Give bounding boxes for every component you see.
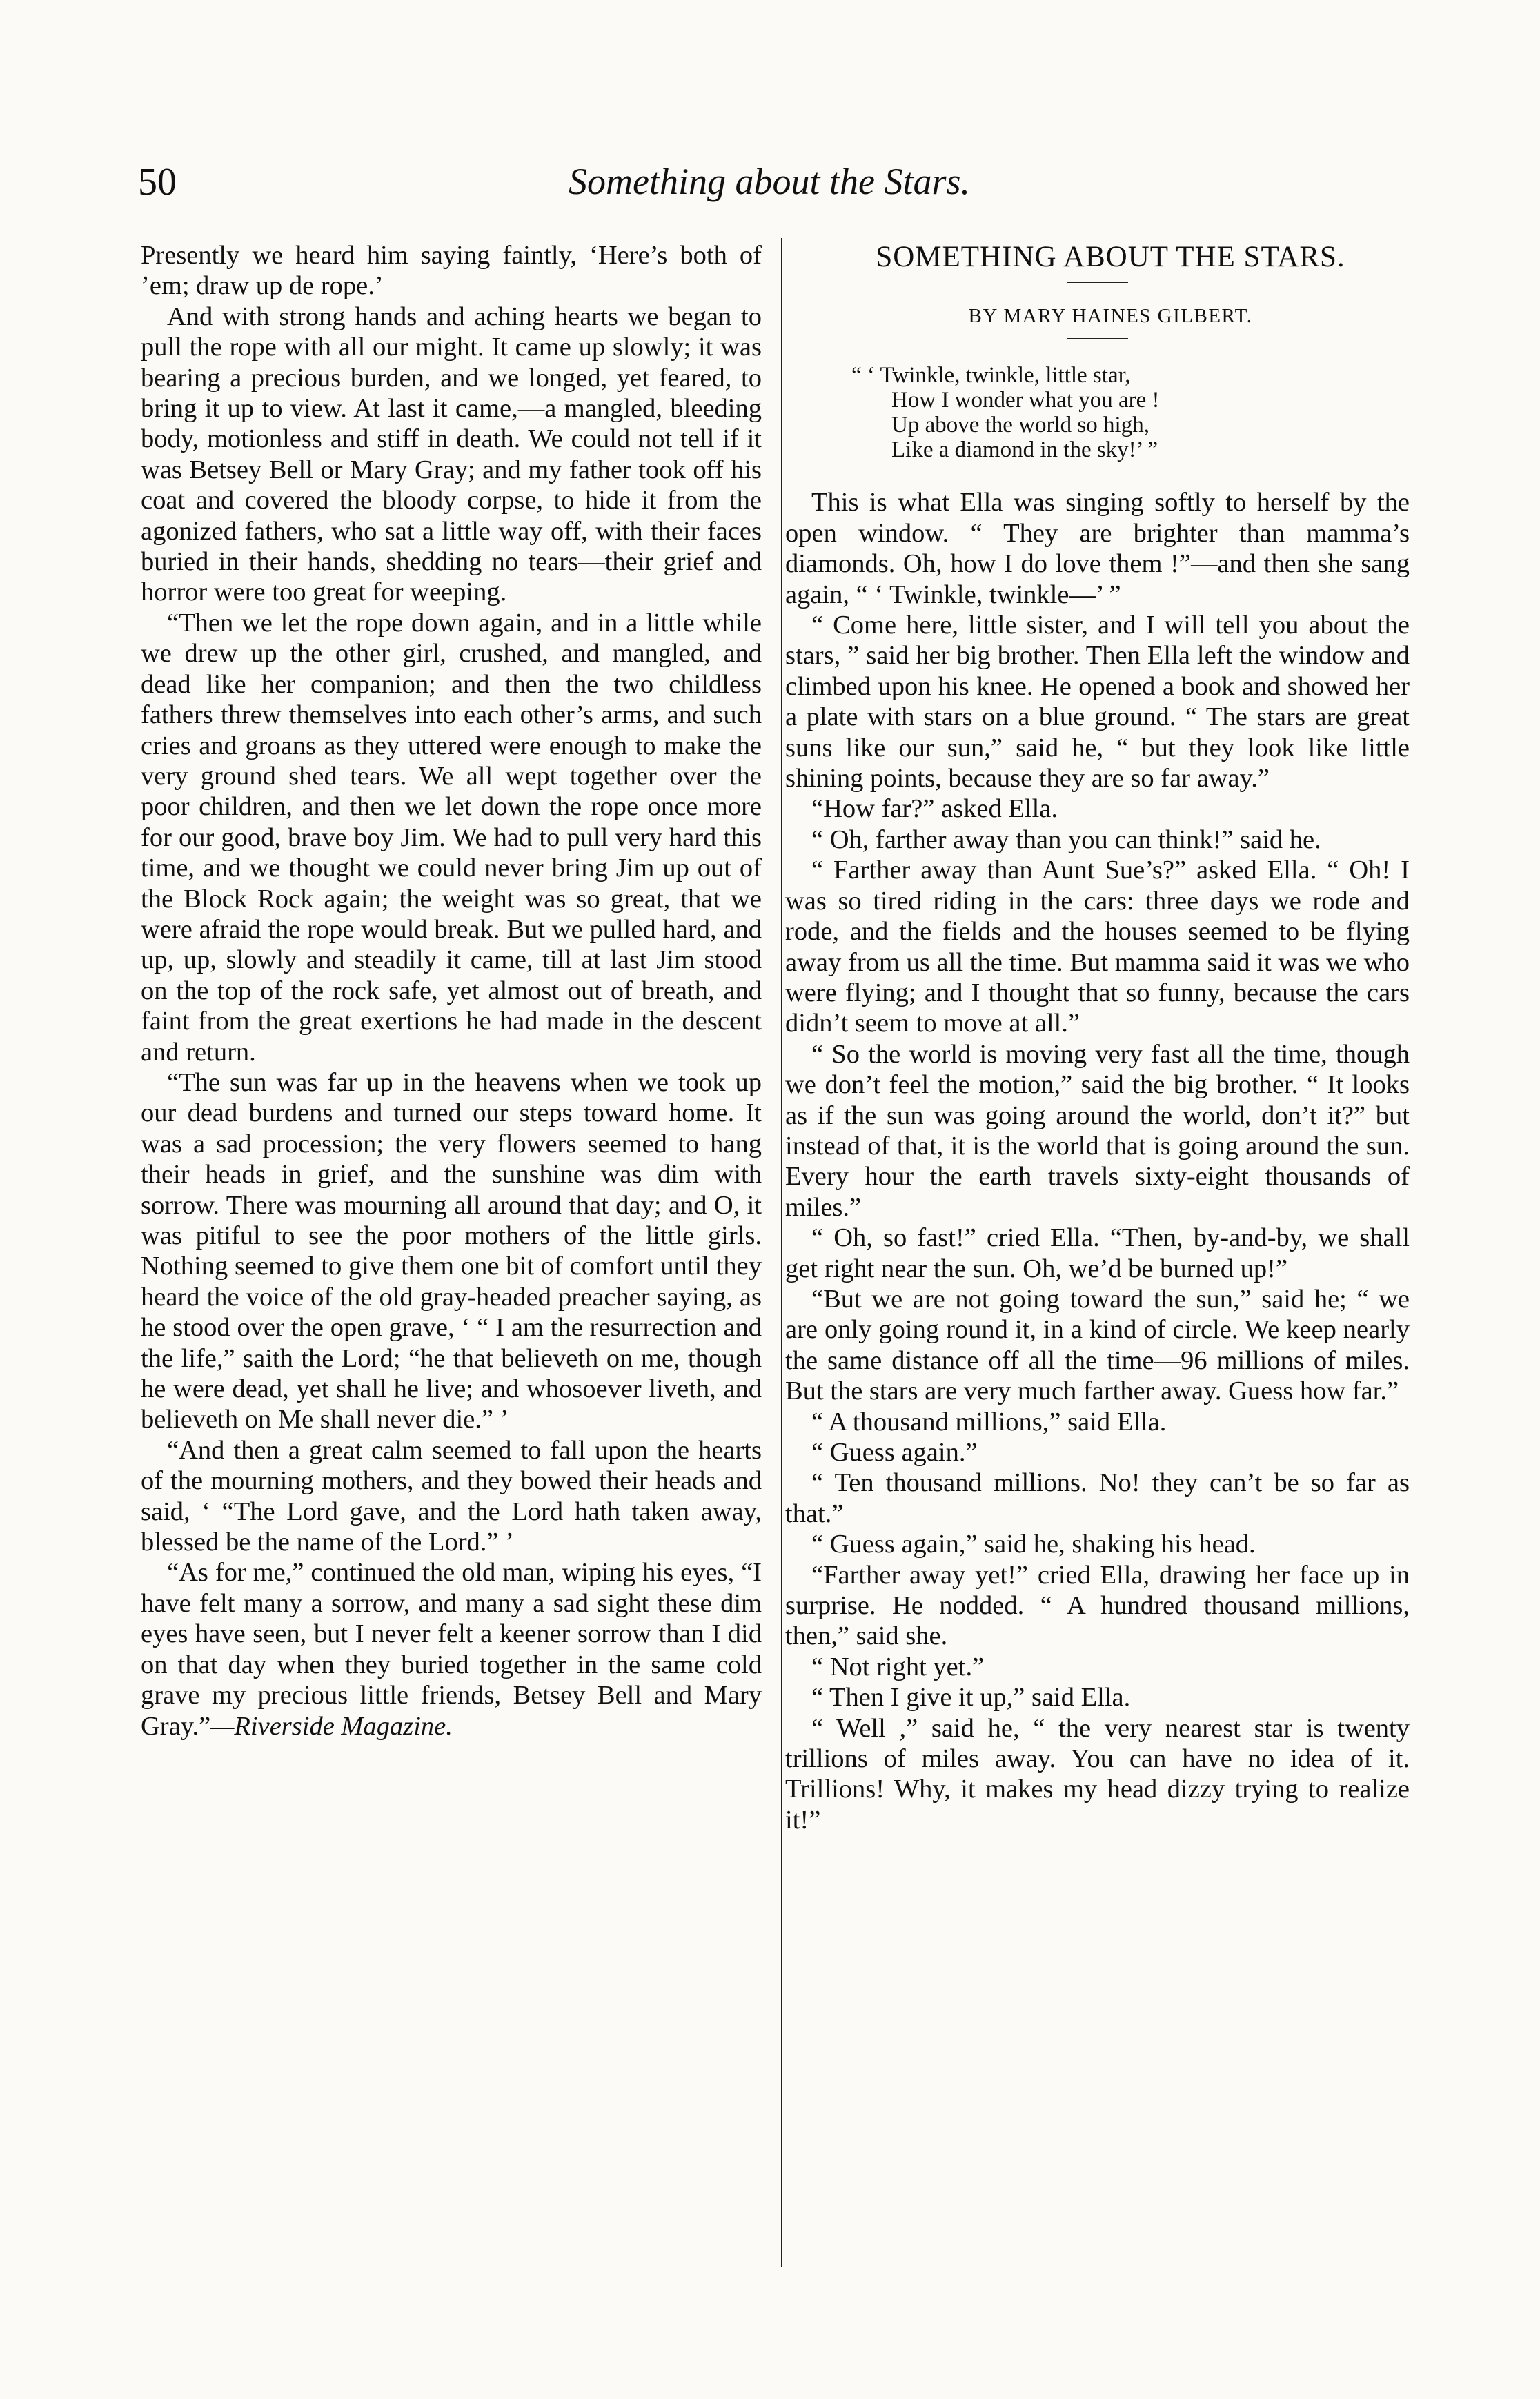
byline: BY MARY HAINES GILBERT. bbox=[968, 305, 1253, 327]
right-paragraph-3: “How far?” asked Ella. bbox=[811, 794, 1058, 824]
epigraph-poem bbox=[851, 363, 1410, 462]
poem-line-1: “ ‘ Twinkle, twinkle, little star, bbox=[851, 363, 1131, 388]
right-paragraph-10: “ Guess again.” bbox=[811, 1438, 978, 1467]
byline-rule bbox=[1067, 338, 1128, 339]
right-paragraph-12: “ Guess again,” said he, shaking his head. bbox=[811, 1530, 1256, 1559]
left-paragraph-2: And with strong hands and aching hearts we began to pull the rope with all our might. It came up slowly; it was bearing a precious burden, and we longed, yet feared, to bring it up to view. At last it came,—a mangled, bleeding body, motionless and stiff in death. We could not tell if it was Betsey Bell or Mary Gray; and my father took off his coat and covered the bloody corpse, to hide it from the agonized fathers, who sat a little way off, with their faces buried in their hands, shedding no tears—their grief and horror were too great for weeping. bbox=[141, 302, 762, 607]
right-paragraph-6: “ So the world is moving very fast all the time, though we don’t feel the motion,” said the big brother. “ It looks as if the sun was going around the world, don’t it?” but instead of that, it is the world that is going around the sun. Every hour the earth travels sixty-eight thousands of miles.” bbox=[785, 1039, 1410, 1222]
running-title: Something about the Stars. bbox=[569, 161, 970, 202]
right-paragraph-11: “ Ten thousand millions. No! they can’t be so far as that.” bbox=[785, 1468, 1410, 1528]
left-paragraph-6 bbox=[141, 1557, 762, 1741]
poem-line-4: Like a diamond in the sky!’ ” bbox=[891, 437, 1158, 463]
right-paragraph-13: “Farther away yet!” cried Ella, drawing her face up in surprise. He nodded. “ A hundred thousand millions, then,” said she. bbox=[785, 1560, 1410, 1651]
right-paragraph-5: “ Farther away than Aunt Sue’s?” asked Ella. “ Oh! I was so tired riding in the cars: three days we rode and rode, and the fields and the houses seemed to be flying away from us all the time. But mamma said it was we who were flying; and I thought that so funny, because the cars didn’t seem to move at all.” bbox=[785, 856, 1410, 1038]
right-paragraph-9: “ A thousand millions,” said Ella. bbox=[811, 1407, 1167, 1437]
left-paragraph-6-text: “As for me,” continued the old man, wiping his eyes, “I have felt many a sorrow, and many a sad sight these dim eyes have seen, but I never felt a keener sorrow than I did on that day when they buried together in the same cold grave my precious little friends, Betsey Bell and Mary Gray.” bbox=[141, 1558, 762, 1741]
source-citation: —Riverside Magazine. bbox=[210, 1711, 453, 1741]
page-number: 50 bbox=[138, 161, 177, 204]
right-column bbox=[785, 240, 1410, 1835]
column-divider bbox=[781, 238, 782, 2267]
right-paragraph-16: “ Well ,” said he, “ the very nearest star is twenty trillions of miles away. You can have no idea of it. Trillions! Why, it makes my head dizzy trying to realize it!” bbox=[785, 1713, 1410, 1835]
right-paragraph-1: This is what Ella was singing softly to herself by the open window. “ They are brighter than mamma’s diamonds. Oh, how I do love them !”—and then she sang again, “ ‘ Twinkle, twinkle—’ ” bbox=[785, 488, 1410, 609]
right-paragraph-4: “ Oh, farther away than you can think!” said he. bbox=[811, 825, 1321, 854]
right-paragraph-2: “ Come here, little sister, and I will tell you about the stars, ” said her big brother. Then Ella left the window and climbed upon his knee. He opened a book and showed her a plate with stars on a blue ground. “ The stars are great suns like our sun,” said he, “ but they look like little shining points, because they are so far away.” bbox=[785, 611, 1410, 793]
left-paragraph-3: “Then we let the rope down again, and in a little while we drew up the other girl, crushed, and mangled, and dead like her companion; and then the two childless fathers threw themselves into each other’s arms, and such cries and groans as they uttered were enough to make the very ground shed tears. We all wept together over the poor children, and then we let down the rope once more for our good, brave boy Jim. We had to pull very hard this time, and we thought we could never bring Jim up out of the Block Rock again; the weight was so great, that we were afraid the rope would break. But we pulled hard, and up, up, slowly and steadily it came, till at last Jim stood on the top of the rock safe, yet almost out of breath, and faint from the great exertions he had made in the descent and return. bbox=[141, 608, 762, 1067]
left-paragraph-1: Presently we heard him saying faintly, ‘Here’s both of ’em; draw up de rope.’ bbox=[141, 241, 762, 301]
right-paragraph-7: “ Oh, so fast!” cried Ella. “Then, by-and-by, we shall get right near the sun. Oh, we’d be burned up!” bbox=[785, 1223, 1410, 1283]
title-rule bbox=[1067, 282, 1128, 283]
poem-line-3: Up above the world so high, bbox=[891, 413, 1149, 438]
article-title: SOMETHING ABOUT THE STARS. bbox=[876, 241, 1345, 273]
right-paragraph-15: “ Then I give it up,” said Ella. bbox=[811, 1683, 1131, 1712]
poem-line-2: How I wonder what you are ! bbox=[891, 388, 1160, 413]
right-paragraph-8: “But we are not going toward the sun,” said he; “ we are only going round it, in a kind of circle. We keep nearly the same distance off all the time—96 millions of miles. But the stars are very much farther away. Guess how far.” bbox=[785, 1284, 1410, 1406]
page-header bbox=[131, 160, 1408, 208]
left-paragraph-4: “The sun was far up in the heavens when we took up our dead burdens and turned our steps toward home. It was a sad procession; the very flowers seemed to hang their heads in grief, and the sunshine was dim with sorrow. There was mourning all around that day; and O, it was pitiful to see the poor mothers of the little girls. Nothing seemed to give them one bit of comfort until they heard the voice of the old gray-headed preacher saying, as he stood over the open grave, ‘ “ I am the resurrection and the life,” saith the Lord; “he that believeth on me, though he were dead, yet shall he live; and whosoever liveth, and believeth on Me shall never die.” ’ bbox=[141, 1067, 762, 1434]
left-column bbox=[141, 240, 762, 1741]
right-paragraph-14: “ Not right yet.” bbox=[811, 1652, 985, 1681]
left-paragraph-5: “And then a great calm seemed to fall upon the hearts of the mourning mothers, and they bowed their heads and said, ‘ “The Lord gave, and the Lord hath taken away, blessed be the name of the Lord.” ’ bbox=[141, 1435, 762, 1557]
